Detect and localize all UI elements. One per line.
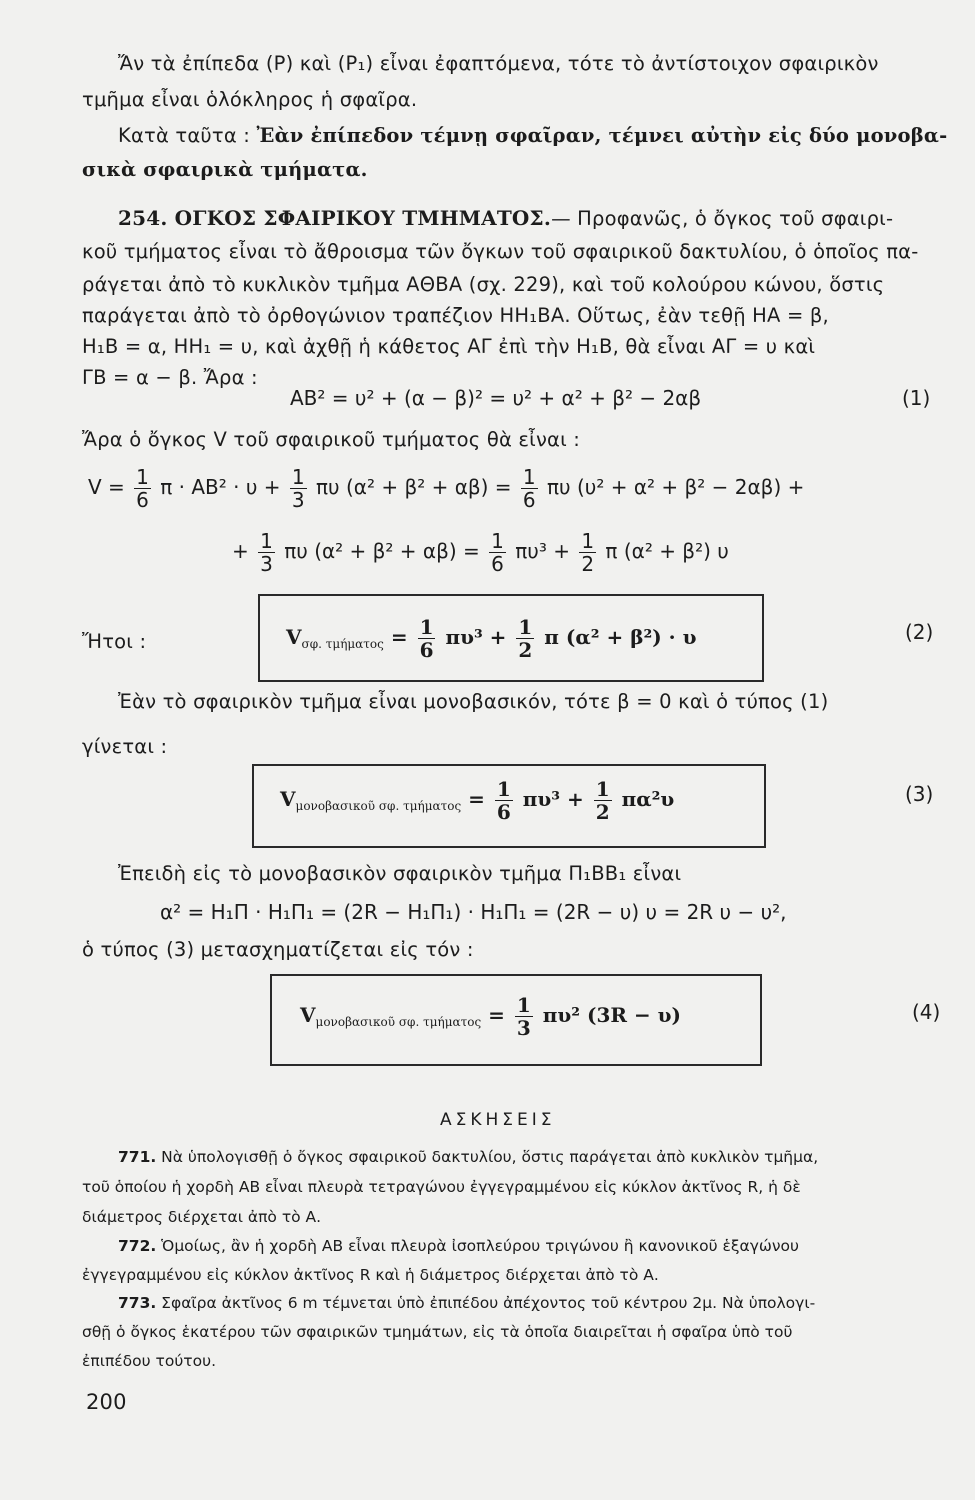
exercise-text: Ὁμοίως, ἂν ἡ χορδὴ ΑΒ εἶναι πλευρὰ ἰσοπλεύρου τριγώνου ἢ κανονικοῦ ἑξαγώνου xyxy=(156,1237,799,1255)
fraction xyxy=(418,616,436,661)
denominator: 2 xyxy=(581,552,595,576)
fraction xyxy=(579,530,596,575)
eq-part: π · ΑΒ² · υ + xyxy=(153,475,287,499)
text-line: ὁ τύπος (3) μετασχηματίζεται εἰς τόν : xyxy=(82,938,474,961)
text-line: Η₁Β = α, ΗΗ₁ = υ, καὶ ἀχθῇ ἡ κάθετος ΑΓ ἐπὶ τὴν Η₁Β, θὰ εἶναι ΑΓ = υ καὶ xyxy=(82,335,816,358)
numerator: 1 xyxy=(291,465,305,489)
eq-part: + xyxy=(232,539,256,563)
eq-part: π (α² + β²) · υ xyxy=(537,625,697,649)
denominator: 6 xyxy=(496,800,511,824)
text-line: Ἄρα ὁ ὄγκος V τοῦ σφαιρικοῦ τμήματος θὰ εἶναι : xyxy=(82,428,581,451)
numerator: 1 xyxy=(260,529,273,553)
equation-1: ΑΒ² = υ² + (α − β)² = υ² + α² + β² − 2αβ xyxy=(290,386,702,410)
denominator: 6 xyxy=(136,488,149,512)
numerator: 1 xyxy=(581,529,595,553)
text-line xyxy=(118,124,947,148)
text-line: ΓΒ = α − β. Ἄρα : xyxy=(82,366,258,389)
fraction xyxy=(290,466,307,511)
fraction xyxy=(516,616,534,661)
equation-number: (3) xyxy=(905,782,934,806)
eq-part: V xyxy=(286,625,302,649)
eq-part: = xyxy=(481,1003,512,1027)
numerator: 1 xyxy=(419,615,434,639)
volume-equation-line-2 xyxy=(232,530,729,575)
eq-part: π (α² + β²) υ xyxy=(599,539,729,563)
numerator: 1 xyxy=(518,615,533,639)
exercise-text: Σφαῖρα ἀκτῖνος 6 m τέμνεται ὑπὸ ἐπιπέδου ἀπέχοντος τοῦ κέντρου 2μ. Νὰ ὑπολογι- xyxy=(156,1294,816,1312)
text-line: Ἐπειδὴ εἰς τὸ μονοβασικὸν σφαιρικὸν τμῆμα Π₁ΒΒ₁ εἶναι xyxy=(118,862,682,885)
text-line: γίνεται : xyxy=(82,735,168,758)
numerator: 1 xyxy=(496,777,511,801)
equation-number: (4) xyxy=(912,1000,941,1024)
exercise-772 xyxy=(118,1235,799,1257)
fraction xyxy=(594,778,612,823)
denominator: 6 xyxy=(491,552,504,576)
numerator: 1 xyxy=(136,465,149,489)
exercise-text: τοῦ ὁποίου ἡ χορδὴ ΑΒ εἶναι πλευρὰ τετραγώνου ἐγγεγραμμένου εἰς κύκλον ἀκτῖνος R, ἡ δὲ xyxy=(82,1178,801,1196)
equation-alpha-squared: α² = Η₁Π · Η₁Π₁ = (2R − Η₁Π₁) · Η₁Π₁ = (2R − υ) υ = 2R υ − υ², xyxy=(160,900,787,924)
exercise-text: ἐγγεγραμμένου εἰς κύκλον ἀκτῖνος R καὶ ἡ διάμετρος διέρχεται ἀπὸ τὸ Α. xyxy=(82,1266,659,1284)
exercise-number: 772. xyxy=(118,1237,157,1255)
text-line: παράγεται ἀπὸ τὸ ὀρθογώνιον τραπέζιον ΗΗ₁ΒΑ. Οὕτως, ἐὰν τεθῇ ΗΑ = β, xyxy=(82,304,829,327)
boxed-equation-2 xyxy=(258,594,764,682)
exercise-number: 773. xyxy=(118,1294,157,1312)
equation-2 xyxy=(286,616,696,661)
exercise-number: 771. xyxy=(118,1148,157,1166)
eq-subscript: μονοβασικοῦ σφ. τμήματος xyxy=(295,799,462,813)
boxed-equation-3 xyxy=(252,764,766,848)
numerator: 1 xyxy=(516,993,531,1017)
exercise-771 xyxy=(118,1146,818,1168)
fraction xyxy=(521,466,538,511)
text-line: Ἄν τὰ ἐπίπεδα (Ρ) καὶ (Ρ₁) εἶναι ἐφαπτόμενα, τότε τὸ ἀντίστοιχον σφαιρικὸν xyxy=(118,52,879,75)
section-heading xyxy=(118,206,893,231)
denominator: 6 xyxy=(419,638,434,662)
text-line: Ἤτοι : xyxy=(82,630,147,653)
eq-part: V = xyxy=(88,475,132,499)
eq-part: V xyxy=(300,1003,316,1027)
eq-subscript: σφ. τμήματος xyxy=(301,637,384,651)
equation-number: (1) xyxy=(902,386,931,410)
exercises-title: ΑΣΚΗΣΕΙΣ xyxy=(440,1110,556,1130)
exercise-text: διάμετρος διέρχεται ἀπὸ τὸ Α. xyxy=(82,1208,322,1226)
denominator: 2 xyxy=(518,638,533,662)
fraction xyxy=(134,466,151,511)
page-number: 200 xyxy=(86,1390,127,1414)
eq-part: πυ³ + xyxy=(508,539,577,563)
exercise-text: ἐπιπέδου τούτου. xyxy=(82,1352,217,1370)
text-line: κοῦ τμήματος εἶναι τὸ ἄθροισμα τῶν ὄγκων τοῦ σφαιρικοῦ δακτυλίου, ὁ ὁποῖος πα- xyxy=(82,240,919,263)
equation-number: (2) xyxy=(905,620,934,644)
eq-part: πυ (α² + β² + αβ) = xyxy=(277,539,487,563)
fraction xyxy=(489,530,506,575)
text-line: Ἐὰν τὸ σφαιρικὸν τμῆμα εἶναι μονοβασικόν, τότε β = 0 καὶ ὁ τύπος (1) xyxy=(118,690,829,713)
numerator: 1 xyxy=(491,529,504,553)
eq-part: πυ (υ² + α² + β² − 2αβ) + xyxy=(540,475,805,499)
numerator: 1 xyxy=(522,465,536,489)
denominator: 6 xyxy=(522,488,536,512)
boxed-equation-4 xyxy=(270,974,762,1066)
theorem-text: Ἐὰν ἐπίπεδον τέμνῃ σφαῖραν, τέμνει αὐτὴν εἰς δύο μονοβα- xyxy=(256,124,948,147)
fraction xyxy=(515,994,533,1039)
equation-3 xyxy=(280,778,674,823)
volume-equation-line-1 xyxy=(88,466,804,511)
eq-part: = xyxy=(383,625,415,649)
eq-subscript: μονοβασικοῦ σφ. τμήματος xyxy=(315,1015,482,1029)
eq-part: = xyxy=(461,787,492,811)
exercise-text: σθῇ ὁ ὄγκος ἑκατέρου τῶν σφαιρικῶν τμημάτων, εἰς τὰ ὁποῖα διαιρεῖται ἡ σφαῖρα ὑπὸ τοῦ xyxy=(82,1323,793,1341)
denominator: 3 xyxy=(291,488,305,512)
equation-4 xyxy=(300,994,681,1039)
fraction xyxy=(495,778,513,823)
denominator: 2 xyxy=(595,800,610,824)
denominator: 3 xyxy=(516,1016,531,1040)
text-line: τμῆμα εἶναι ὁλόκληρος ἡ σφαῖρα. xyxy=(82,88,418,111)
text-fragment: Κατὰ ταῦτα : xyxy=(118,124,257,147)
exercise-text: Νὰ ὑπολογισθῇ ὁ ὄγκος σφαιρικοῦ δακτυλίου, ὅστις παράγεται ἀπὸ κυκλικὸν τμῆμα, xyxy=(156,1148,819,1166)
eq-part: V xyxy=(280,787,296,811)
text-fragment: — Προφανῶς, ὁ ὄγκος τοῦ σφαιρι- xyxy=(551,207,894,230)
eq-part: πυ³ + xyxy=(515,787,591,811)
eq-part: πυ³ + xyxy=(438,625,514,649)
denominator: 3 xyxy=(260,552,273,576)
fraction xyxy=(258,530,275,575)
text-line: ράγεται ἀπὸ τὸ κυκλικὸν τμῆμα ΑΘΒΑ (σχ. 229), καὶ τοῦ κολούρου κώνου, ὅστις xyxy=(82,273,885,296)
eq-part: πα²υ xyxy=(614,787,675,811)
heading-title: 254. ΟΓΚΟΣ ΣΦΑΙΡΙΚΟΥ ΤΜΗΜΑΤΟΣ. xyxy=(118,206,552,230)
theorem-text: σικὰ σφαιρικὰ τμήματα. xyxy=(82,158,368,181)
eq-part: πυ (α² + β² + αβ) = xyxy=(309,475,518,499)
exercise-773 xyxy=(118,1292,815,1314)
numerator: 1 xyxy=(595,777,610,801)
eq-part: πυ² (3R − υ) xyxy=(535,1003,682,1027)
